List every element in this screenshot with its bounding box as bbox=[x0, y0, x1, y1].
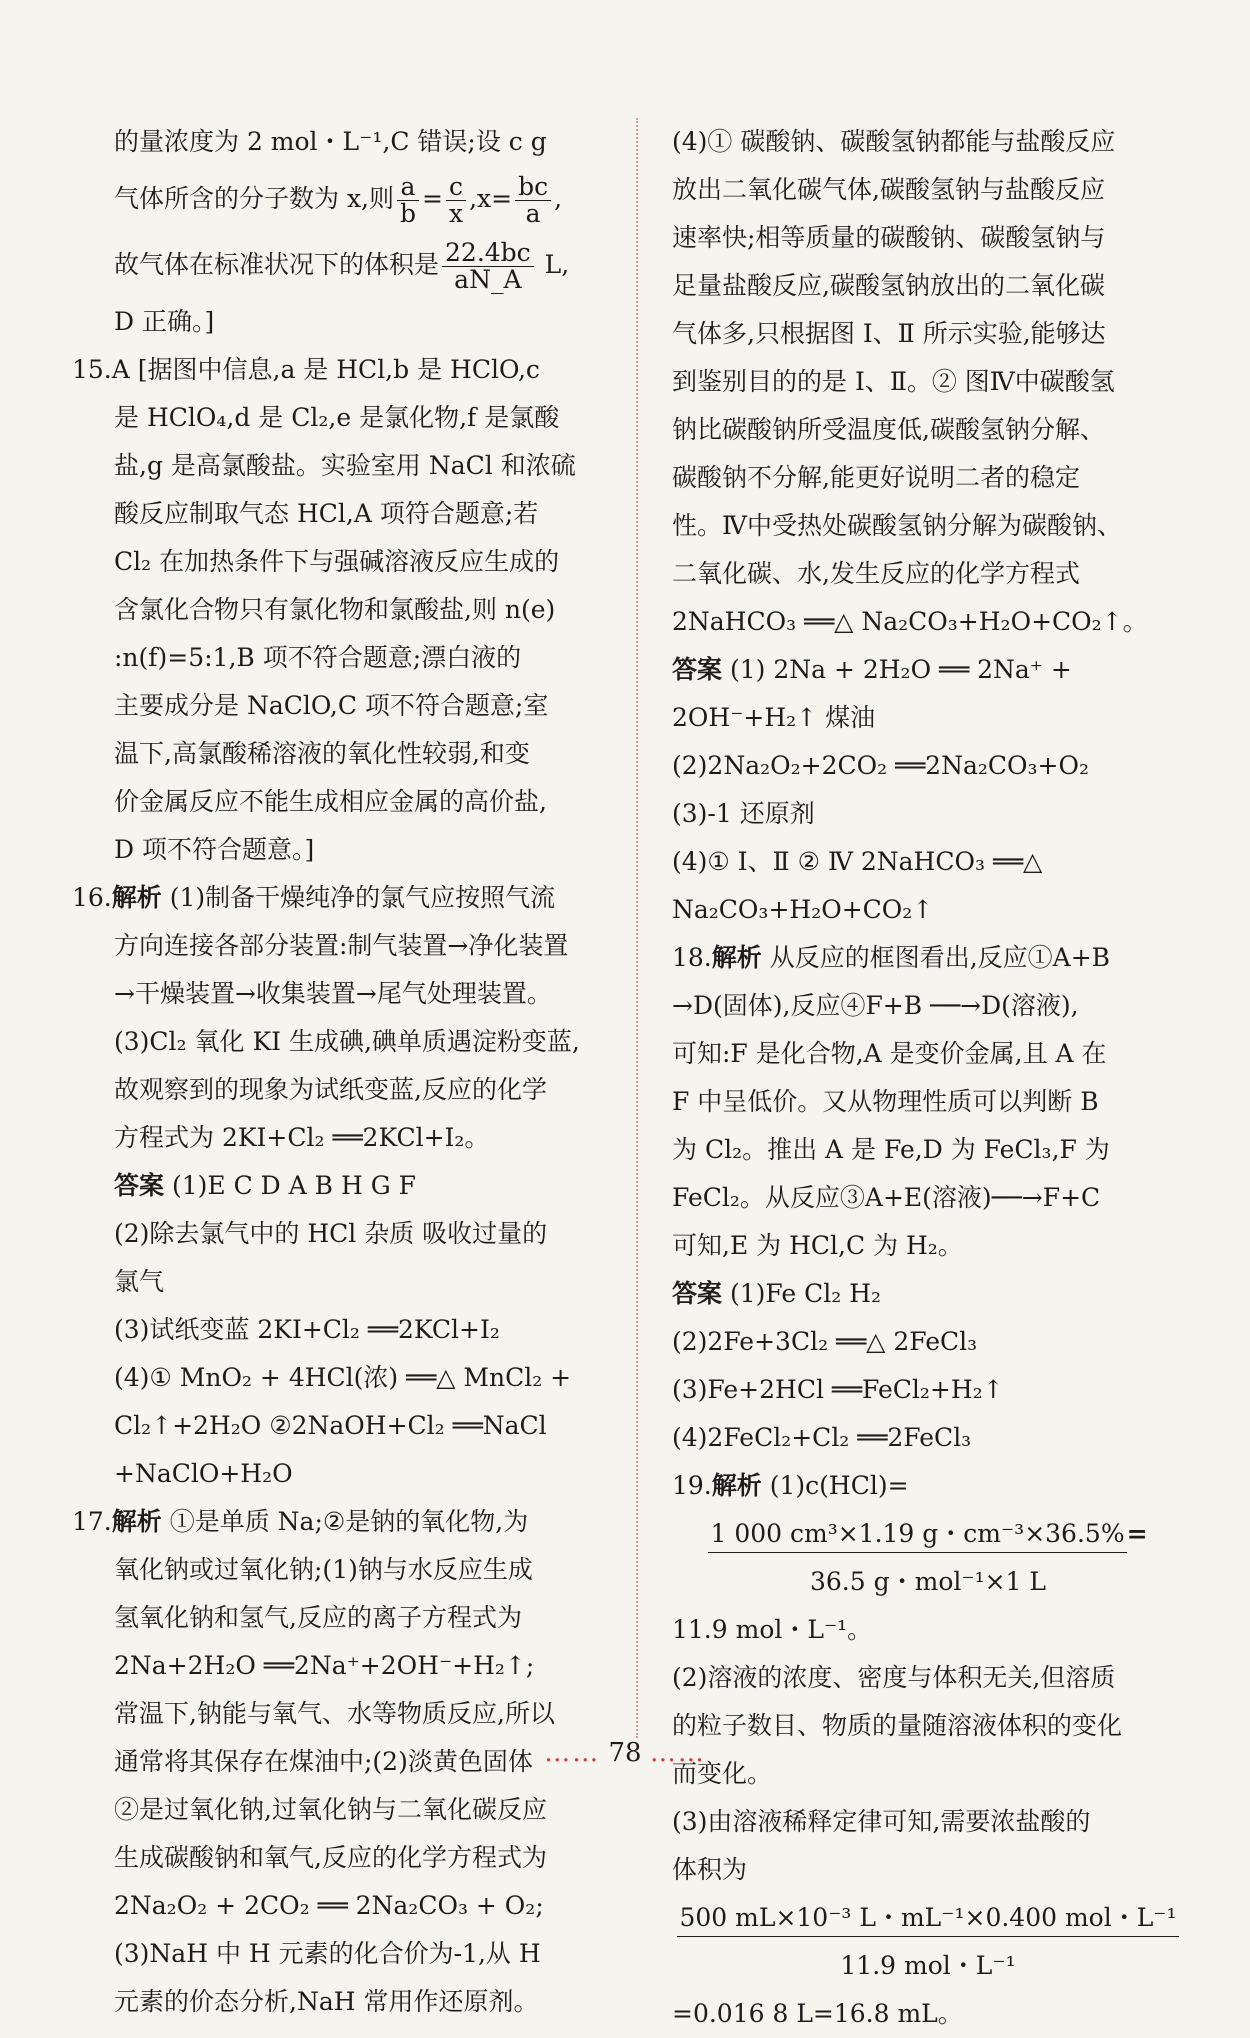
line-text: 氢氧化钠和氢气,反应的离子方程式为 bbox=[114, 1603, 522, 1632]
line-text: 含氯化合物只有氯化物和氯酸盐,则 n(e) bbox=[114, 595, 556, 624]
right-line bbox=[672, 1654, 1184, 1702]
section-label: 解析 bbox=[711, 943, 762, 972]
left-line bbox=[72, 682, 602, 730]
line-text: 的量浓度为 2 mol・L⁻¹,C 错误;设 c g bbox=[114, 127, 547, 156]
fraction-c-x-denominator: x bbox=[448, 199, 464, 228]
right-line bbox=[672, 1126, 1184, 1174]
line-text: Na₂CO₃+H₂O+CO₂↑ bbox=[672, 895, 934, 924]
line-text: Cl₂↑+2H₂O ②2NaOH+Cl₂ ══NaCl bbox=[114, 1411, 547, 1440]
line-text: 故观察到的现象为试纸变蓝,反应的化学 bbox=[114, 1075, 547, 1104]
line-text: = bbox=[422, 184, 443, 213]
right-line bbox=[672, 1270, 1184, 1318]
left-line bbox=[72, 1498, 602, 1546]
line-text: 温下,高氯酸稀溶液的氧化性较弱,和变 bbox=[114, 739, 530, 768]
line-text: 速率快;相等质量的碳酸钠、碳酸氢钠与 bbox=[672, 223, 1106, 252]
line-text: :n(f)=5:1,B 项不符合题意;漂白液的 bbox=[114, 643, 522, 672]
line-text: (4)① 碳酸钠、碳酸氢钠都能与盐酸反应 bbox=[672, 127, 1116, 156]
line-text: 氯气 bbox=[114, 1267, 165, 1296]
right-line bbox=[672, 1366, 1184, 1414]
line-text: 放出二氧化碳气体,碳酸氢钠与盐酸反应 bbox=[672, 175, 1105, 204]
line-text: 足量盐酸反应,碳酸氢钠放出的二氧化碳 bbox=[672, 271, 1105, 300]
line-text: 2NaHCO₃ ══△ Na₂CO₃+H₂O+CO₂↑。 bbox=[672, 607, 1148, 636]
column-divider bbox=[636, 118, 638, 1738]
right-line bbox=[672, 310, 1184, 358]
left-line bbox=[72, 1402, 602, 1450]
line-text: (2)2Na₂O₂+2CO₂ ══2Na₂CO₃+O₂ bbox=[672, 751, 1090, 780]
right-line bbox=[672, 262, 1184, 310]
line-text: FeCl₂。从反应③A+E(溶液)──→F+C bbox=[672, 1183, 1101, 1212]
fraction-volume bbox=[442, 240, 534, 293]
line-text: 为 Cl₂。推出 A 是 Fe,D 为 FeCl₃,F 为 bbox=[672, 1135, 1110, 1164]
line-text: (3)Fe+2HCl ══FeCl₂+H₂↑ bbox=[672, 1375, 1004, 1404]
fraction-denominator: 11.9 mol・L⁻¹ bbox=[840, 1951, 1016, 1980]
fraction-bc-a-numerator: bc bbox=[515, 174, 551, 201]
left-line bbox=[72, 394, 602, 442]
line-text: 是 HClO₄,d 是 Cl₂,e 是氯化物,f 是氯酸 bbox=[114, 403, 560, 432]
left-line bbox=[72, 778, 602, 826]
line-text: →干燥装置→收集装置→尾气处理装置。 bbox=[114, 979, 552, 1008]
line-text: (3)由溶液稀释定律可知,需要浓盐酸的 bbox=[672, 1807, 1091, 1836]
line-text: 氧化钠或过氧化钠;(1)钠与水反应生成 bbox=[114, 1555, 533, 1584]
left-line bbox=[72, 118, 602, 166]
left-line bbox=[72, 586, 602, 634]
line-text: ①是单质 Na;②是钠的氧化物,为 bbox=[161, 1507, 529, 1536]
right-line bbox=[672, 1414, 1184, 1462]
line-text: 性。Ⅳ中受热处碳酸氢钠分解为碳酸钠、 bbox=[672, 511, 1122, 540]
line-text: 故气体在标准状况下的体积是 bbox=[114, 250, 440, 279]
left-line bbox=[72, 1546, 602, 1594]
left-line bbox=[72, 1066, 602, 1114]
line-text: (1)Fe Cl₂ H₂ bbox=[722, 1279, 882, 1308]
left-line bbox=[72, 1114, 602, 1162]
line-text: 碳酸钠不分解,能更好说明二者的稳定 bbox=[672, 463, 1080, 492]
line-text: 11.9 mol・L⁻¹。 bbox=[672, 1615, 873, 1644]
line-text: 方向连接各部分装置:制气装置→净化装置 bbox=[114, 931, 569, 960]
left-line bbox=[72, 298, 602, 346]
fraction-c-x-numerator: c bbox=[446, 174, 466, 201]
left-line bbox=[72, 1210, 602, 1258]
left-line bbox=[72, 346, 602, 394]
line-text: 生成碳酸钠和氧气,反应的化学方程式为 bbox=[114, 1843, 547, 1872]
left-line bbox=[72, 826, 602, 874]
fraction-volume-numerator: 22.4bc bbox=[442, 240, 534, 267]
line-text: 主要成分是 NaClO,C 项不符合题意;室 bbox=[114, 691, 549, 720]
left-line bbox=[72, 442, 602, 490]
line-text: (2)除去氯气中的 HCl 杂质 吸收过量的 bbox=[114, 1219, 548, 1248]
right-line bbox=[672, 1942, 1184, 1990]
line-text: 二氧化碳、水,发生反应的化学方程式 bbox=[672, 559, 1080, 588]
line-text: ,x= bbox=[469, 184, 513, 213]
left-line bbox=[72, 970, 602, 1018]
right-line bbox=[672, 454, 1184, 502]
line-text: 体积为 bbox=[672, 1855, 748, 1884]
right-line bbox=[672, 1606, 1184, 1654]
line-text: 2Na+2H₂O ══2Na⁺+2OH⁻+H₂↑; bbox=[114, 1651, 535, 1680]
line-text: (1)c(HCl)= bbox=[761, 1471, 909, 1500]
right-line bbox=[672, 1846, 1184, 1894]
left-line bbox=[72, 1018, 602, 1066]
line-text: (2)2Fe+3Cl₂ ══△ 2FeCl₃ bbox=[672, 1327, 978, 1356]
line-text: 而变化。 bbox=[672, 1759, 773, 1788]
line-text: D 项不符合题意。] bbox=[114, 835, 315, 864]
fraction-a-b-denominator: b bbox=[400, 199, 417, 228]
section-label: 解析 bbox=[711, 1471, 762, 1500]
section-label: 解析 bbox=[111, 883, 162, 912]
right-line bbox=[672, 838, 1184, 886]
equals-sign: = bbox=[1126, 1519, 1148, 1548]
left-line bbox=[72, 730, 602, 778]
line-text: 2Na₂O₂ + 2CO₂ ══ 2Na₂CO₃ + O₂; bbox=[114, 1891, 544, 1920]
right-line bbox=[672, 1174, 1184, 1222]
left-line bbox=[72, 1450, 602, 1498]
line-text: (4)① MnO₂ + 4HCl(浓) ══△ MnCl₂ + bbox=[114, 1363, 572, 1392]
left-line bbox=[72, 1930, 602, 1978]
line-text: 酸反应制取气态 HCl,A 项符合题意;若 bbox=[114, 499, 539, 528]
fraction-bc-a bbox=[515, 174, 551, 227]
fraction-a-b bbox=[397, 174, 419, 227]
left-line bbox=[72, 1258, 602, 1306]
right-line bbox=[672, 1222, 1184, 1270]
right-line bbox=[672, 1990, 1184, 2038]
line-text: L, bbox=[536, 250, 570, 279]
right-line bbox=[672, 598, 1184, 646]
line-text: (4)2FeCl₂+Cl₂ ══2FeCl₃ bbox=[672, 1423, 972, 1452]
line-text: =0.016 8 L=16.8 mL。 bbox=[672, 1999, 963, 2028]
line-text: 气体所含的分子数为 x,则 bbox=[114, 184, 394, 213]
right-line bbox=[672, 1462, 1184, 1510]
line-text: (4)① Ⅰ、Ⅱ ② Ⅳ 2NaHCO₃ ══△ bbox=[672, 847, 1043, 876]
right-line bbox=[672, 502, 1184, 550]
right-line bbox=[672, 982, 1184, 1030]
line-text: 常温下,钠能与氧气、水等物质反应,所以 bbox=[114, 1699, 555, 1728]
line-text: 的粒子数目、物质的量随溶液体积的变化 bbox=[672, 1711, 1123, 1740]
fraction-numerator: 1 000 cm³×1.19 g・cm⁻³×36.5% bbox=[708, 1519, 1126, 1553]
right-line bbox=[672, 550, 1184, 598]
fraction-bc-a-denominator: a bbox=[525, 199, 541, 228]
line-text: 盐,g 是高氯酸盐。实验室用 NaCl 和浓硫 bbox=[114, 451, 576, 480]
line-text: 元素的价态分析,NaH 常用作还原剂。 bbox=[114, 1987, 539, 2016]
right-line bbox=[672, 1078, 1184, 1126]
question-number: 16. bbox=[72, 883, 112, 912]
left-line bbox=[72, 1834, 602, 1882]
line-text: (3)Cl₂ 氧化 KI 生成碘,碘单质遇淀粉变蓝, bbox=[114, 1027, 580, 1056]
left-line bbox=[72, 1690, 602, 1738]
line-text: 钠比碳酸钠所受温度低,碳酸氢钠分解、 bbox=[672, 415, 1105, 444]
left-line bbox=[72, 1162, 602, 1210]
right-line bbox=[672, 694, 1184, 742]
right-line bbox=[672, 886, 1184, 934]
fraction-c-x bbox=[446, 174, 466, 227]
right-line bbox=[672, 646, 1184, 694]
line-text: (3)试纸变蓝 2KI+Cl₂ ══2KCl+I₂ bbox=[114, 1315, 500, 1344]
line-text: (1)制备干燥纯净的氯气应按照气流 bbox=[161, 883, 556, 912]
line-text: +NaClO+H₂O bbox=[114, 1459, 293, 1488]
right-line bbox=[672, 1318, 1184, 1366]
line-text: 从反应的框图看出,反应①A+B bbox=[761, 943, 1111, 972]
answer-label: 答案 bbox=[672, 655, 723, 684]
line-text: , bbox=[554, 184, 563, 213]
line-text: (2)溶液的浓度、密度与体积无关,但溶质 bbox=[672, 1663, 1116, 1692]
right-line bbox=[672, 166, 1184, 214]
question-number: 17. bbox=[72, 1507, 112, 1536]
right-line bbox=[672, 1030, 1184, 1078]
left-line bbox=[72, 634, 602, 682]
left-line bbox=[72, 1978, 602, 2026]
question-number: 18. bbox=[672, 943, 712, 972]
line-text: (3)NaH 中 H 元素的化合价为-1,从 H bbox=[114, 1939, 541, 1968]
right-line bbox=[672, 406, 1184, 454]
right-line bbox=[672, 1558, 1184, 1606]
right-line bbox=[672, 934, 1184, 982]
fraction-volume-denominator: aN_A bbox=[454, 265, 522, 294]
left-line bbox=[72, 874, 602, 922]
line-text: 到鉴别目的的是 Ⅰ、Ⅱ。② 图Ⅳ中碳酸氢 bbox=[672, 367, 1115, 396]
fraction-numerator: 500 mL×10⁻³ L・mL⁻¹×0.400 mol・L⁻¹ bbox=[677, 1903, 1178, 1937]
line-text: 可知,E 为 HCl,C 为 H₂。 bbox=[672, 1231, 963, 1260]
right-line bbox=[672, 358, 1184, 406]
right-line bbox=[672, 742, 1184, 790]
left-line bbox=[72, 1306, 602, 1354]
footer-dots-left: …… bbox=[544, 1738, 601, 1768]
line-text: 15.A [据图中信息,a 是 HCl,b 是 HClO,c bbox=[72, 355, 540, 384]
line-text: (3)-1 还原剂 bbox=[672, 799, 815, 828]
page-number: 78 bbox=[608, 1738, 642, 1768]
line-text: (1) 2Na + 2H₂O ══ 2Na⁺ + bbox=[722, 655, 1072, 684]
left-line bbox=[72, 1354, 602, 1402]
page-footer bbox=[0, 1738, 1250, 1768]
line-text: ②是过氧化钠,过氧化钠与二氧化碳反应 bbox=[114, 1795, 547, 1824]
right-line bbox=[672, 214, 1184, 262]
fraction-denominator: 36.5 g・mol⁻¹×1 L bbox=[810, 1567, 1046, 1596]
fraction-a-b-numerator: a bbox=[397, 174, 419, 201]
left-line bbox=[72, 1594, 602, 1642]
left-line bbox=[72, 490, 602, 538]
line-text: →D(固体),反应④F+B ──→D(溶液), bbox=[672, 991, 1079, 1020]
line-text: (1)E C D A B H G F bbox=[164, 1171, 416, 1200]
line-text: 方程式为 2KI+Cl₂ ══2KCl+I₂。 bbox=[114, 1123, 490, 1152]
right-line bbox=[672, 1510, 1184, 1558]
left-line bbox=[72, 1786, 602, 1834]
answer-label: 答案 bbox=[114, 1171, 165, 1200]
left-line bbox=[72, 166, 602, 232]
right-line bbox=[672, 1894, 1184, 1942]
left-line bbox=[72, 1882, 602, 1930]
line-text: 气体多,只根据图 Ⅰ、Ⅱ 所示实验,能够达 bbox=[672, 319, 1106, 348]
left-line bbox=[72, 1642, 602, 1690]
line-text: D 正确。] bbox=[114, 307, 215, 336]
question-number: 19. bbox=[672, 1471, 712, 1500]
answer-label: 答案 bbox=[672, 1279, 723, 1308]
line-text: F 中呈低价。又从物理性质可以判断 B bbox=[672, 1087, 1099, 1116]
right-line bbox=[672, 118, 1184, 166]
right-line bbox=[672, 1798, 1184, 1846]
section-label: 解析 bbox=[111, 1507, 162, 1536]
footer-dots-right: …… bbox=[649, 1738, 706, 1768]
line-text: 可知:F 是化合物,A 是变价金属,且 A 在 bbox=[672, 1039, 1107, 1068]
line-text: 通常将其保存在煤油中;(2)淡黄色固体 bbox=[114, 1747, 533, 1776]
left-line bbox=[72, 232, 602, 298]
left-line bbox=[72, 538, 602, 586]
line-text: Cl₂ 在加热条件下与强碱溶液反应生成的 bbox=[114, 547, 560, 576]
right-line bbox=[672, 790, 1184, 838]
line-text: 2OH⁻+H₂↑ 煤油 bbox=[672, 703, 876, 732]
left-line bbox=[72, 922, 602, 970]
line-text: 价金属反应不能生成相应金属的高价盐, bbox=[114, 787, 547, 816]
